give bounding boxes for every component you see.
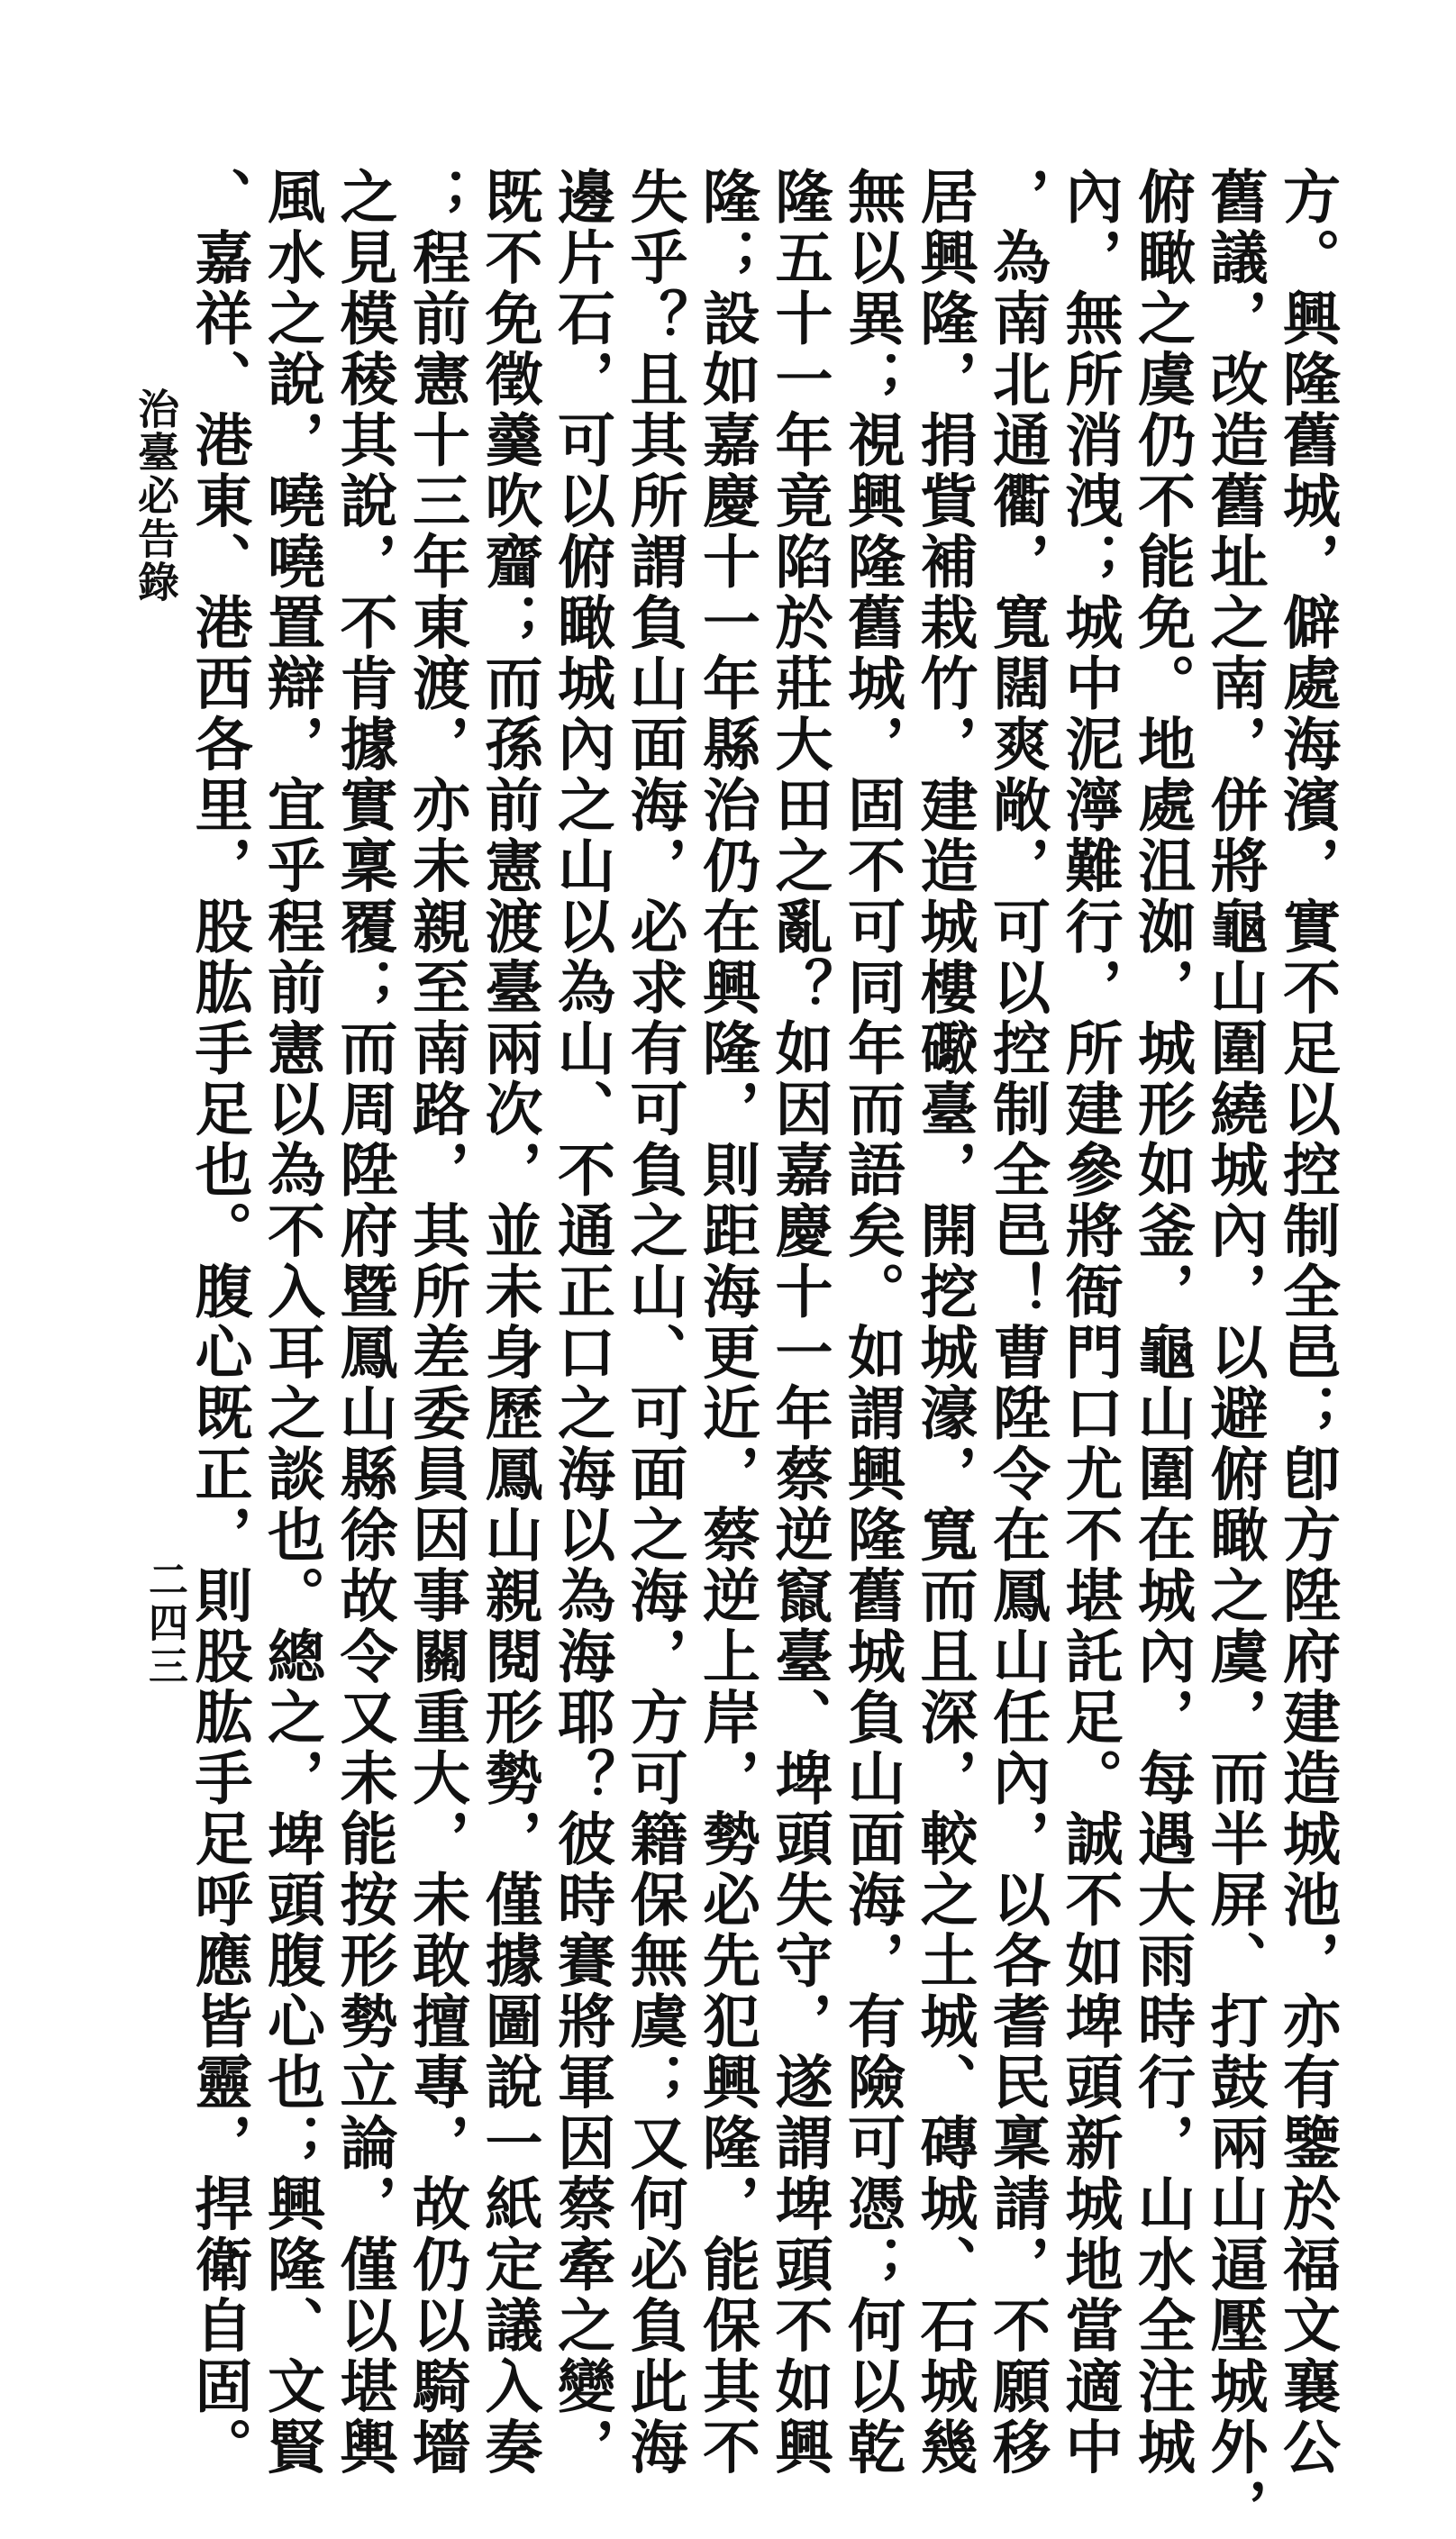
text-column: 居興隆，捐貲補栽竹，建造城樓礮臺，開挖城濠，寬而且深，較之土城、磚城、石城幾	[910, 167, 978, 2478]
text-column: 隆五十一年竟陷於莊大田之亂？如因嘉慶十一年蔡逆竄臺、埤頭失守，遂謂埤頭不如興	[765, 167, 833, 2478]
text-column: 失乎？且其所謂負山面海，必求有可負之山、可面之海，方可籍保無虞；又何必負此海	[620, 167, 688, 2478]
text-column: 既不免徵羹吹齏；而孫前憲渡臺兩次，並未身歷鳳山親閱形勢，僅據圖說一紙定議入奏	[475, 167, 543, 2478]
text-column: 、嘉祥、港東、港西各里，股肱手足也。腹心既正，則股肱手足呼應皆靈，捍衛自固。	[185, 167, 253, 2478]
text-column: 之見模稜其說，不肯據實稟覆；而周陞府暨鳳山縣徐故令又未能按形勢立論，僅以堪輿	[330, 167, 398, 2478]
text-column: 俯瞰之虞仍不能免。地處沮洳，城形如釜，龜山圍在城內，每遇大雨時行，山水全注城	[1128, 167, 1196, 2478]
text-column: 舊議，改造舊址之南，併將龜山圍繞城內，以避俯瞰之虞，而半屏、打鼓兩山逼壓城外，	[1200, 167, 1269, 2539]
page-number: 二四三	[141, 1559, 187, 1688]
text-column: ，為南北通衢，寬闊爽敞，可以控制全邑！曹陞令在鳳山任內，以各耆民稟請，不願移	[983, 167, 1051, 2478]
text-column: 隆；設如嘉慶十一年縣治仍在興隆，則距海更近，蔡逆上岸，勢必先犯興隆，能保其不	[693, 167, 760, 2478]
text-column: 風水之說，嘵嘵置辯，宜乎程前憲以為不入耳之談也。總之，埤頭腹心也；興隆、文賢	[258, 167, 325, 2478]
text-column: ；程前憲十三年東渡，亦未親至南路，其所差委員因事關重大，未敢擅專，故仍以騎墻	[403, 167, 470, 2478]
running-title: 治臺必告錄	[132, 387, 180, 604]
text-column: 內，無所消洩；城中泥濘難行，所建參將衙門口尤不堪託足。誠不如埤頭新城地當適中	[1055, 167, 1124, 2478]
text-column: 方。興隆舊城，僻處海濱，實不足以控制全邑；卽方陞府建造城池，亦有鑒於福文襄公	[1273, 167, 1341, 2478]
text-column: 邊片石，可以俯瞰城內之山以為山、不通正口之海以為海耶？彼時賽將軍因蔡牽之變，	[548, 167, 615, 2478]
body-text	[185, 167, 1342, 2539]
text-column: 無以異；視興隆舊城，固不可同年而語矣。如謂興隆舊城負山面海，有險可憑；何以乾	[838, 167, 905, 2478]
